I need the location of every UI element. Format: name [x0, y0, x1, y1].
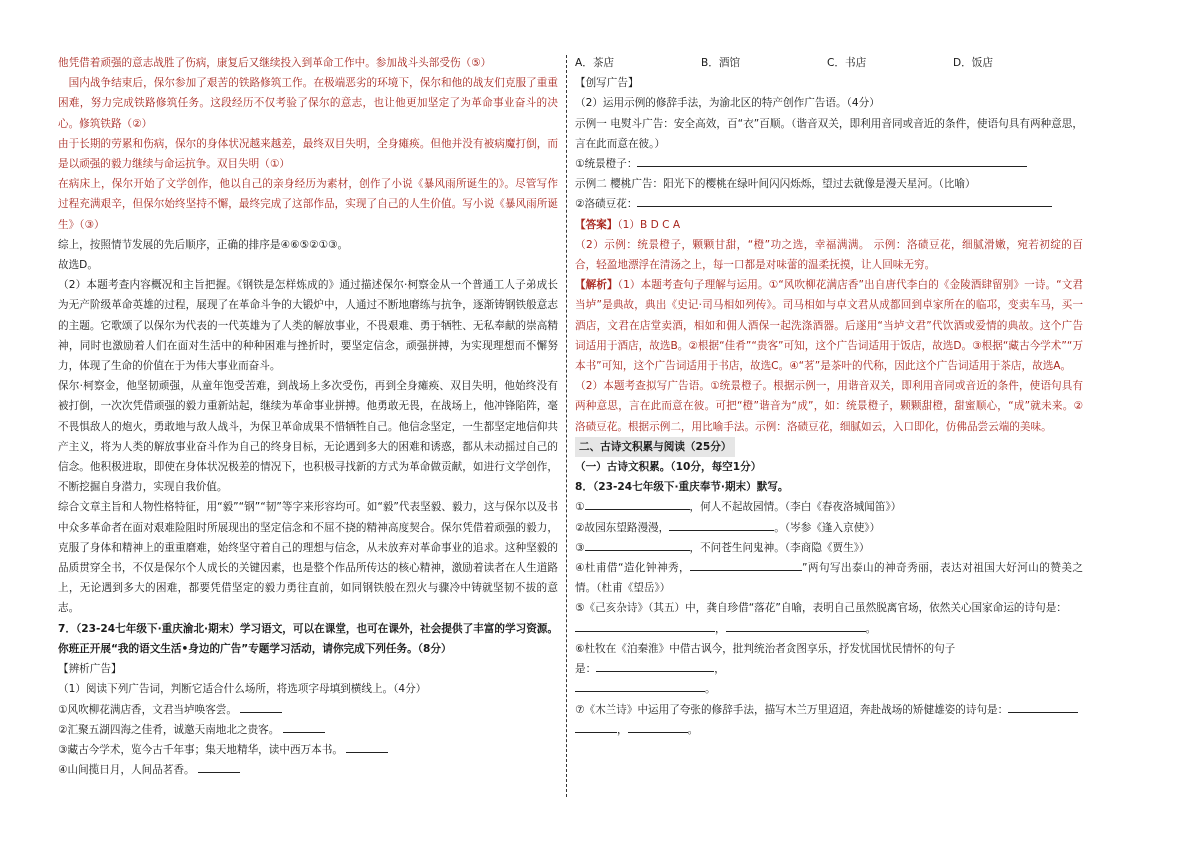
- answer-two: （2）示例：统景橙子，颗颗甘甜，“橙”功之选，幸福满满。 示例：洛碛豆花，细腻滑嫩，宛若初绽的百合，轻盈地漂浮在清汤之上，每一口都是对味蕾的温柔抚摸，让人回味无穷。: [575, 238, 1083, 272]
- analysis-two: （2）本题考查拟写广告语。①统景橙子。根据示例一，用谐音双关，即利用音同或音近的条件，使语句具有两种意思，言在此而意在彼。可把“橙”谐音为“成”，如：统景橙子，颗颗甜橙，甜蜜顺心，“成”就未来。②洛碛豆花。根据示例二，用比喻手法。示例：洛碛豆花，细腻如云，入口即化，仿佛品尝云端的美味。: [575, 380, 1083, 433]
- option-d: D．饭店: [953, 57, 993, 69]
- answer-blank[interactable]: [575, 619, 715, 632]
- blank-line-tofu: ②洛碛豆花：: [575, 194, 1083, 214]
- answer-blank[interactable]: [585, 497, 690, 510]
- answer-blank[interactable]: [575, 679, 705, 692]
- poem-line-2: ②故园东望路漫漫， 。（岑参《逢入京使》）: [575, 518, 1083, 538]
- question-7-subheading: 【辨析广告】: [58, 663, 122, 676]
- choice-options: [575, 53, 1083, 73]
- right-column: [575, 53, 1083, 740]
- option-a: A．茶店: [575, 57, 615, 69]
- ad-item: ④山间揽日月，人间品茗香。: [58, 760, 558, 780]
- poem-line-4: ④杜甫借“造化钟神秀， ”两句写出泰山的神奇秀丽，表达对祖国大好河山的赞美之情。（杜甫《望岳》）: [575, 558, 1083, 598]
- answer-blank[interactable]: [628, 720, 688, 733]
- poem-line-3: ③ ，不问苍生问鬼神。（李商隐《贾生》）: [575, 538, 1083, 558]
- choose-d: 故选D。: [58, 259, 98, 272]
- question-8-title: 8．（23-24七年级下·重庆奉节·期末）默写。: [575, 481, 789, 494]
- column-divider: [566, 55, 567, 797]
- create-instruction: （2）运用示例的修辞手法，为渝北区的特产创作广告语。（4分）: [575, 97, 880, 110]
- ad-item: ①风吹柳花满店香，文君当垆唤客尝。: [58, 700, 558, 720]
- poem-line-1: ① ，何人不起故园情。（李白《春夜洛城闻笛》）: [575, 497, 1083, 517]
- answer-blank[interactable]: [1008, 700, 1078, 713]
- blank-line-orange: ①统景橙子：: [575, 154, 1083, 174]
- poem-line-7: ⑦《木兰诗》中运用了夸张的修辞手法，描写木兰万里迢迢，奔赴战场的矫健雄姿的诗句是： ， 。: [575, 700, 1083, 740]
- left-column: [58, 53, 558, 780]
- example-two: 示例二 樱桃广告：阳光下的樱桃在绿叶间闪闪烁烁，望过去就像是漫天星河。（比喻）: [575, 178, 976, 191]
- analysis-paragraph: （2）本题考查内容概况和主旨把握。《钢铁是怎样炼成的》通过描述保尔·柯察金从一个普通工人子弟成长为无产阶级革命英雄的过程，展现了在革命斗争的大锻炉中，人通过不断地磨练与抗争，逐渐铸钢铁般意志的主题。它歌颂了以保尔为代表的一代英雄为了人类的解放事业，不畏艰难、勇于牺牲、无私奉献的崇高精神，同时也激励着人们在面对生活中的种种困难与挫折时，要坚定信念，顽强拼搏，为实现理想而不懈努力，体现了生命的价值在于为伟大事业而奋斗。: [58, 279, 558, 373]
- answer-line: 在病床上，保尔开始了文学创作，他以自己的亲身经历为素材，创作了小说《暴风雨所诞生的》。尽管写作过程充满艰辛，但保尔始终坚持不懈，最终完成了这部作品，实现了自己的人生价值。写小说《暴风雨所诞生》（③）: [58, 178, 558, 231]
- option-b: B．酒馆: [701, 57, 741, 69]
- question-7-title: 7．（23-24七年级下·重庆渝北·期末）学习语文，可以在课堂，也可在课外，社会提供了丰富的学习资源。你班正开展“我的语文生活•身边的广告”专题学习活动，请你完成下列任务。（8分）: [58, 622, 558, 655]
- analysis-paragraph: 综合文章主旨和人物性格特征，用“毅”“钢”“韧”等字来形容均可。如“毅”代表坚毅、毅力，这与保尔以及书中众多革命者在面对艰难险阻时所展现出的坚定信念和不屈不挠的精神高度契合。保尔凭借着顽强的毅力，克服了身体和精神上的重重磨难，始终坚守着自己的理想与信念，从未放弃对革命事业的追求。这种坚毅的品质贯穿全书，不仅是保尔个人成长的关键因素，也是整个作品所传达的核心精神，激励着读者在人生道路上，无论遇到多大的困难，都要凭借坚定的毅力勇往直前，如同钢铁般在烈火与骤冷中铸就坚韧不拔的意志。: [58, 501, 558, 615]
- answer-blank[interactable]: [690, 558, 802, 571]
- poem-line-6: ⑥杜牧在《泊秦淮》中借古讽今，批判统治者贪图享乐，抒发忧国忧民情怀的句子 是： ， 。: [575, 642, 956, 696]
- example-one: 示例一 电熨斗广告：安全高效，百“衣”百顺。（谐音双关，即利用音同或音近的条件，使语句具有两种意思，言在此而意在彼。）: [575, 117, 1083, 150]
- answer-blank[interactable]: [346, 740, 388, 753]
- create-heading: 【创写广告】: [575, 77, 639, 90]
- section-two: 二、古诗文积累与阅读（25分）: [575, 437, 1083, 457]
- analysis-paragraph: 保尔·柯察金，他坚韧顽强，从童年饱受苦难，到战场上多次受伤，再到全身瘫痪、双目失明，他始终没有被打倒，一次次凭借顽强的毅力重新站起，继续为革命事业拼搏。他勇敢无畏，在战场上，他冲锋陷阵，毫不畏惧敌人的炮火，勇敢地与敌人战斗，为保卫革命成果不惜牺牲自己。他信念坚定，一生都坚定地信仰共产主义，将为人类的解放事业奋斗作为自己的终身目标，无论遇到多大的困难和诱惑，都从未动摇过自己的信念。他积极进取，即使在身体状况极差的情况下，也积极寻找新的方式为革命做贡献，如进行文学创作，不断挖掘自身潜力，实现自我价值。: [58, 380, 558, 494]
- answer-blank[interactable]: [585, 538, 690, 551]
- answer-line: 他凭借着顽强的意志战胜了伤病，康复后又继续投入到革命工作中。参加战斗头部受伤（⑤）: [58, 57, 492, 69]
- answer-line: 由于长期的劳累和伤病，保尔的身体状况越来越差，最终双目失明，全身瘫痪。但他并没有被病魔打倒，而是以顽强的毅力继续与命运抗争。双目失明（①）: [58, 137, 558, 171]
- subsection-one: （一）古诗文积累。（10分，每空1分）: [575, 461, 762, 474]
- ad-item: ②汇聚五湖四海之佳肴，诚邀天南地北之贵客。: [58, 720, 558, 740]
- order-conclusion: 综上，按照情节发展的先后顺序，正确的排序是④⑥⑤②①③。: [58, 238, 349, 251]
- answer-blank[interactable]: [669, 518, 774, 531]
- analysis-one: 【解析】（1）本题考查句子理解与运用。①“风吹柳花满店香”出自唐代李白的《金陵酒肆留别》一诗。“文君当垆”是典故，典出《史记·司马相如列传》。司马相如与卓文君从成都回到卓家所在的临邛，变卖车马，买一酒店，文君在店堂卖酒，相如和佣人酒保一起洗涤酒器。后遂用“当垆文君”代饮酒或爱情的典故。这个广告词适用于酒店，故选B。②根据“佳肴”“贵客”可知，这个广告词适用于饭店，故选D。③根据“藏古今学术”“万本书”可知，这个广告词适用于书店，故选C。④“茗”是茶叶的代称，因此这个广告词适用于茶店，故选A。: [575, 279, 1084, 373]
- answer-blank[interactable]: [596, 659, 714, 672]
- answer-blank[interactable]: [637, 194, 1052, 207]
- poem-line-5: ⑤《己亥杂诗》（其五）中，龚自珍借“落花”自喻，表明自己虽然脱离官场，依然关心国家命运的诗句是： ， 。: [575, 602, 1067, 635]
- answer-blank[interactable]: [240, 700, 282, 713]
- answer-blank[interactable]: [198, 760, 240, 773]
- option-c: C．书店: [827, 57, 867, 69]
- answer-row: 【答案】（1）B D C A: [575, 218, 681, 231]
- answer-blank[interactable]: [637, 154, 1027, 167]
- answer-blank[interactable]: [575, 720, 617, 733]
- answer-line: 国内战争结束后，保尔参加了艰苦的铁路修筑工作。在极端恶劣的环境下，保尔和他的战友们克服了重重困难，努力完成铁路修筑任务。这段经历不仅考验了保尔的意志，也让他更加坚定了为革命事业奋斗的决心。修筑铁路（②）: [58, 77, 558, 130]
- answer-blank[interactable]: [283, 720, 325, 733]
- answer-blank[interactable]: [726, 619, 866, 632]
- ad-item: ③藏古今学术，览今古千年事；集天地精华，读中西万本书。: [58, 740, 558, 760]
- question-7-instruction: （1）阅读下列广告词，判断它适合什么场所，将选项字母填到横线上。（4分）: [58, 683, 427, 696]
